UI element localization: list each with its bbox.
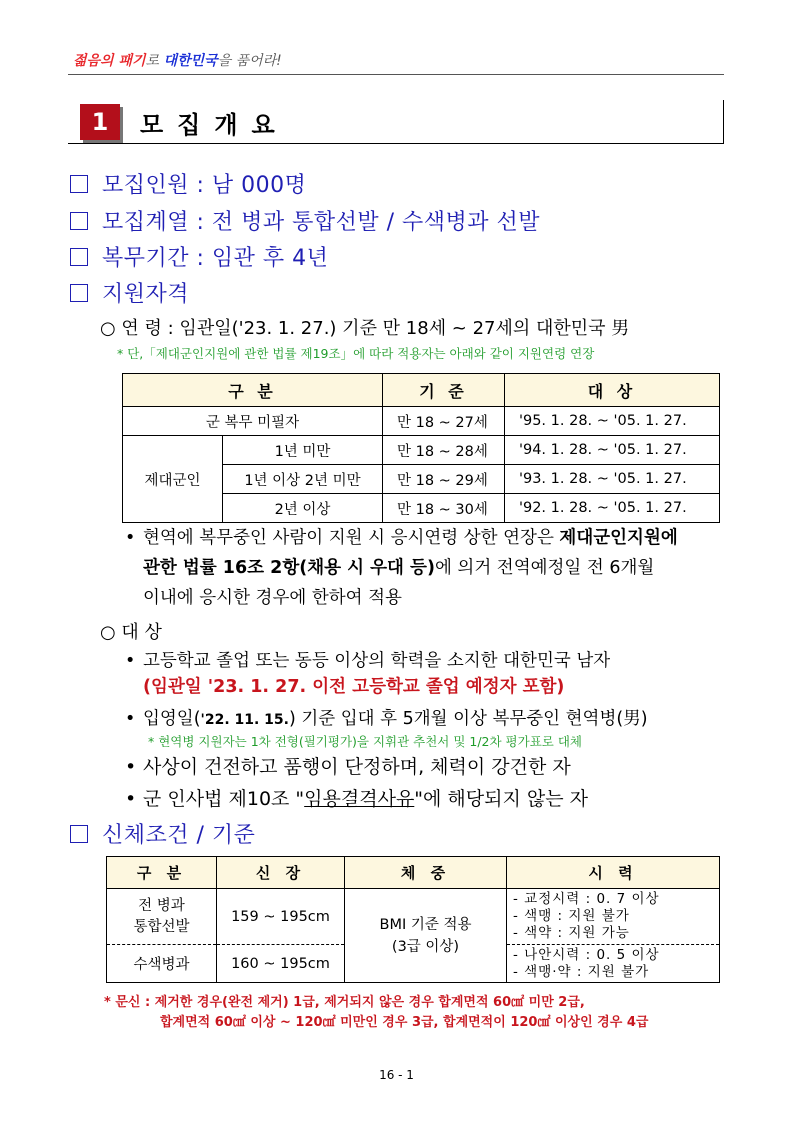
header-part-4: 을 품어라! (217, 53, 282, 69)
table-row: 1년 이상 2년 미만 만 18 ~ 29세 '93. 1. 28. ~ '05. 1. 27. (123, 465, 720, 494)
bullet-icon: • (125, 528, 136, 548)
bullet-icon: • (125, 709, 136, 729)
item-recruits: 모집인원 : 남 000명 (70, 168, 306, 199)
item-body-condition: 신체조건 / 기준 (70, 818, 255, 849)
target-label: ○ 대 상 (100, 622, 162, 643)
target-bullet-3: • 사상이 건전하고 품행이 단정하며, 체력이 강건한 자 (125, 752, 571, 782)
table-row: 제대군인 1년 미만 만 18 ~ 28세 '94. 1. 28. ~ '05. 1. 27. (123, 436, 720, 465)
checkbox-icon (70, 248, 88, 266)
target-bullet-1: • 고등학교 졸업 또는 동등 이상의 학력을 소지한 대한민국 남자 (125, 646, 610, 676)
age-table-header: 기 준 (383, 374, 505, 407)
tattoo-note-line-1: * 문신 : 제거한 경우(완전 제거) 1급, 제거되지 않은 경우 합계면적 60㎠ 미만 2급, (104, 995, 585, 1010)
target-bullet-4: • 군 인사법 제10조 "임용결격사유"에 해당되지 않는 자 (125, 784, 588, 814)
body-table-header: 시 력 (507, 857, 720, 889)
checkbox-icon (70, 175, 88, 193)
age-note: * 단,「제대군인지원에 관한 법률 제19조」에 따라 적용자는 아래와 같이 지원연령 연장 (117, 346, 595, 361)
body-table-header: 신 장 (217, 857, 345, 889)
veteran-label: 제대군인 (123, 436, 223, 523)
target-bullet-2: • 입영일('22. 11. 15.) 기준 입대 후 5개월 이상 복무중인 현역병(男) (125, 704, 648, 735)
checkbox-icon (70, 825, 88, 843)
age-requirement: ○ 연 령 : 임관일('23. 1. 27.) 기준 만 18세 ~ 27세의 대한민국 男 (100, 318, 630, 339)
target-bullet-2-note: * 현역병 지원자는 1차 전형(필기평가)을 지휘관 추천서 및 1/2차 평가표로 대체 (148, 734, 582, 749)
active-duty-line-1: • 현역에 복무중인 사람이 지원 시 응시연령 상한 연장은 제대군인지원에 (125, 523, 678, 553)
age-table-header: 구 분 (123, 374, 383, 407)
active-duty-line-2: 관한 법률 16조 2항(채용 시 우대 등)에 의거 전역예정일 전 6개월 (143, 558, 655, 578)
target-bullet-1-note: (임관일 '23. 1. 27. 이전 고등학교 졸업 예정자 포함) (143, 677, 565, 697)
tattoo-note-line-2: 합계면적 60㎠ 이상 ~ 120㎠ 미만인 경우 3급, 합계면적이 120㎠ 이상인 경우 4급 (160, 1015, 649, 1030)
page-number: 16 - 1 (379, 1068, 414, 1082)
checkbox-icon (70, 284, 88, 302)
item-category: 모집계열 : 전 병과 통합선발 / 수색병과 선발 (70, 205, 540, 236)
table-row: 군 복무 미필자 만 18 ~ 27세 '95. 1. 28. ~ '05. 1. 27. (123, 407, 720, 436)
active-duty-line-3: 이내에 응시한 경우에 한하여 적용 (143, 588, 402, 608)
page-header (73, 50, 282, 70)
table-row: 전 병과 통합선발 159 ~ 195cm BMI 기준 적용 (3급 이상) - 교정시력 : 0. 7 이상 - 색맹 : 지원 불가 - 색약 : 지원 가능 (107, 889, 720, 945)
item-qualification: 지원자격 (70, 277, 189, 308)
header-part-3: 대한민국 (163, 53, 218, 69)
table-row: 2년 이상 만 18 ~ 30세 '92. 1. 28. ~ '05. 1. 27. (123, 494, 720, 523)
bullet-icon: • (125, 756, 137, 778)
age-table (122, 373, 720, 523)
header-part-2: 로 (145, 53, 164, 69)
item-service: 복무기간 : 임관 후 4년 (70, 241, 328, 272)
bullet-icon: • (125, 788, 137, 810)
header-rule (68, 74, 724, 75)
body-table-header: 체 중 (345, 857, 507, 889)
bullet-icon: • (125, 651, 136, 671)
body-table (106, 856, 720, 983)
section-number: 1 (80, 104, 120, 140)
table-row: 수색병과 160 ~ 195cm - 나안시력 : 0. 5 이상 - 색맹·약 : 지원 불가 (107, 945, 720, 983)
body-table-header: 구 분 (107, 857, 217, 889)
age-table-header: 대 상 (505, 374, 720, 407)
header-part-1: 젊음의 패기 (73, 53, 146, 69)
checkbox-icon (70, 212, 88, 230)
section-title: 모집개요 (140, 111, 289, 139)
